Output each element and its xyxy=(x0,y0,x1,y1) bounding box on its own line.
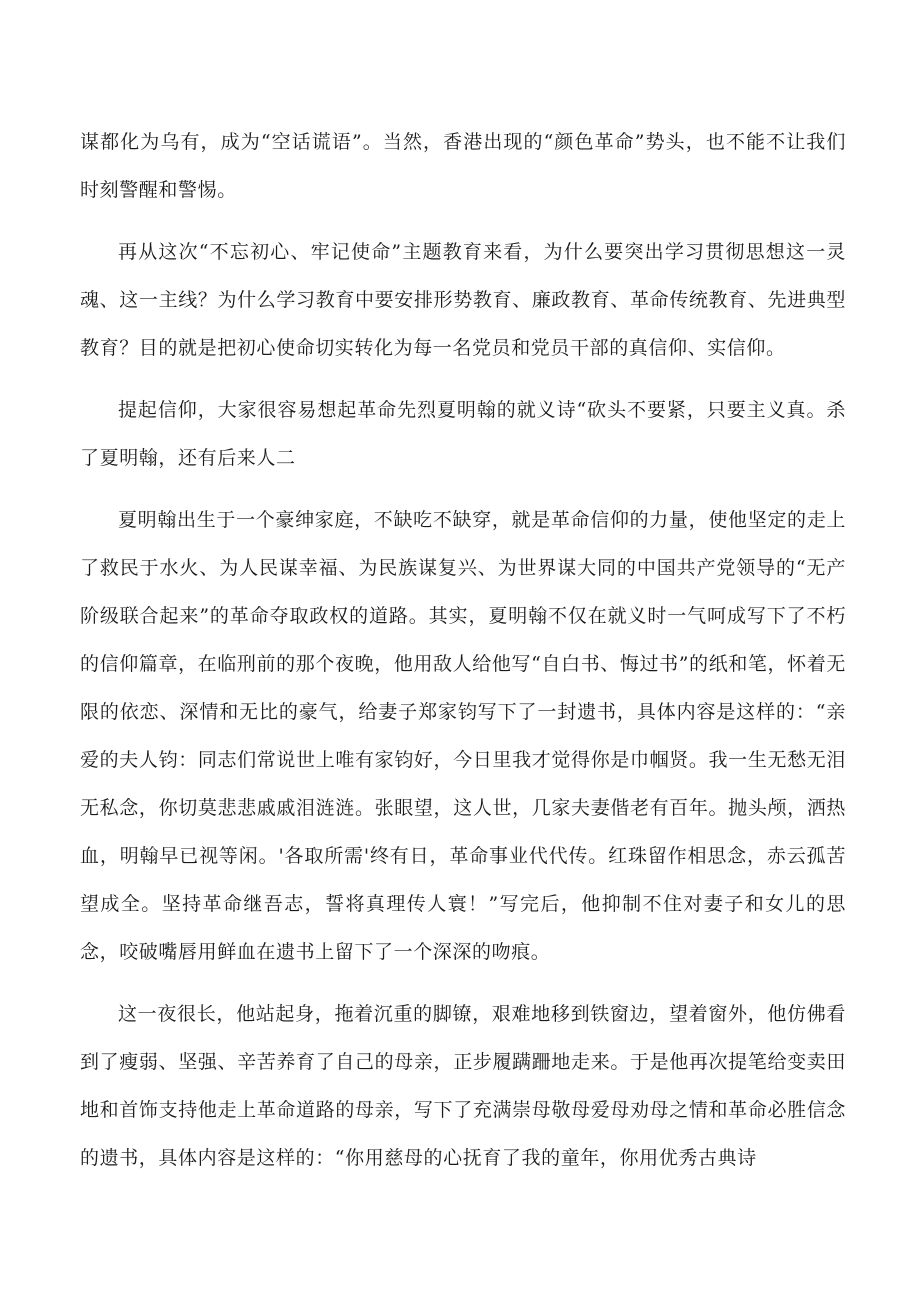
paragraph-continuation: 谋都化为乌有，成为“空话谎语”。当然，香港出现的“颜色革命”势头，也不能不让我们时刻警醒和警惕。 xyxy=(80,131,846,201)
paragraph-faith-poem: 提起信仰，大家很容易想起革命先烈夏明翰的就义诗“砍头不要紧，只要主义真。杀了夏明翰，还有后来人二 xyxy=(80,399,846,469)
document-body xyxy=(80,118,846,1196)
paragraph-theme-education: 再从这次“不忘初心、牢记使命”主题教育来看，为什么要突出学习贯彻思想这一灵魂、这一主线？为什么学习教育中要安排形势教育、廉政教育、革命传统教育、先进典型教育？目的就是把初心使命切实转化为每一名党员和党员干部的真信仰、实信仰。 xyxy=(80,241,846,359)
paragraph-xia-minghan-letter-to-wife: 夏明翰出生于一个豪绅家庭，不缺吃不缺穿，就是革命信仰的力量，使他坚定的走上了救民于水火、为人民谋幸福、为民族谋复兴、为世界谋大同的中国共产党领导的“无产阶级联合起来”的革命夺取政权的道路。其实，夏明翰不仅在就义时一气呵成写下了不朽的信仰篇章，在临刑前的那个夜晚，他用敌人给他写“自白书、悔过书”的纸和笔，怀着无限的依恋、深情和无比的豪气，给妻子郑家钧写下了一封遗书，具体内容是这样的：“亲爱的夫人钧：同志们常说世上唯有家钧好，今日里我才觉得你是巾帼贤。我一生无愁无泪无私念，你切莫悲悲戚戚泪涟涟。张眼望，这人世，几家夫妻偕老有百年。抛头颅，洒热血，明翰早已视等闲。'各取所需'终有日，革命事业代代传。红珠留作相思念，赤云孤苦望成全。坚持革命继吾志，誓将真理传人寰！”写完后，他抑制不住对妻子和女儿的思念，咬破嘴唇用鲜血在遗书上留下了一个深深的吻痕。 xyxy=(80,509,846,963)
paragraph-letter-to-mother: 这一夜很长，他站起身，拖着沉重的脚镣，艰难地移到铁窗边，望着窗外，他仿佛看到了瘦弱、坚强、辛苦养育了自己的母亲，正步履蹒跚地走来。于是他再次提笔给变卖田地和首饰支持他走上革命道路的母亲，写下了充满崇母敬母爱母劝母之情和革命必胜信念的遗书，具体内容是这样的：“你用慈母的心抚育了我的童年，你用优秀古典诗 xyxy=(80,1003,846,1169)
